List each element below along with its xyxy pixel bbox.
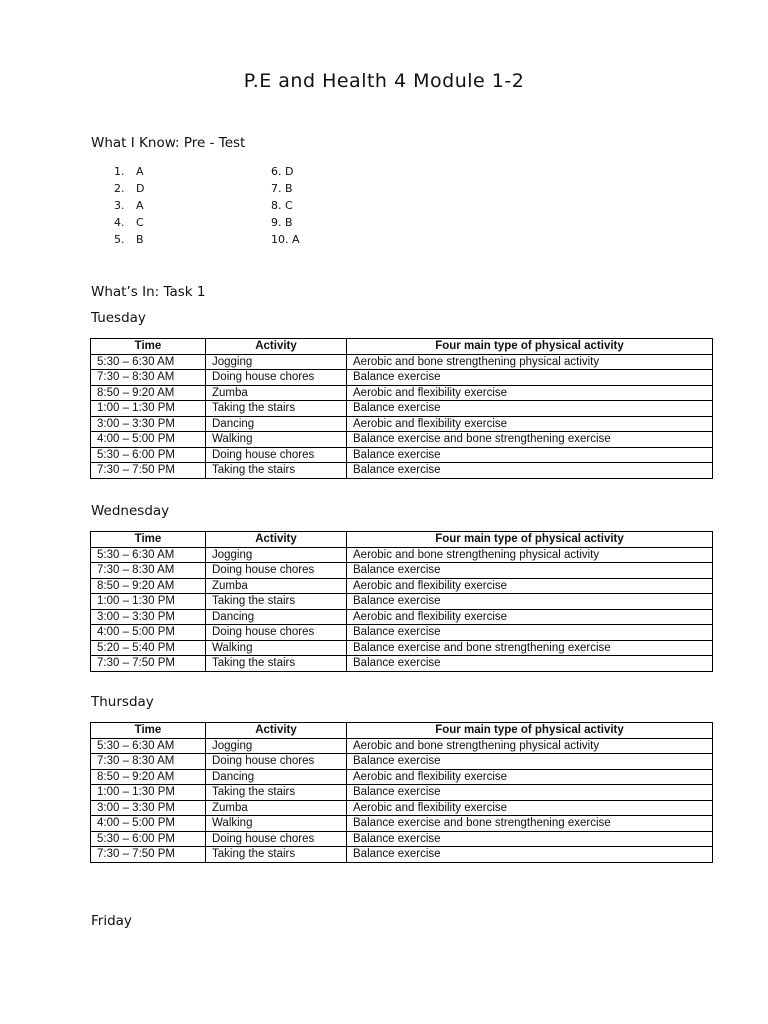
activity-cell: Dancing bbox=[206, 769, 347, 785]
activity-cell: Doing house chores bbox=[206, 370, 347, 386]
schedule-table-tuesday bbox=[90, 338, 713, 479]
table-row bbox=[91, 656, 713, 672]
day-heading-tuesday: Tuesday bbox=[91, 310, 146, 326]
activity-cell: Doing house chores bbox=[206, 754, 347, 770]
type-cell: Aerobic and flexibility exercise bbox=[347, 578, 713, 594]
activity-cell: Taking the stairs bbox=[206, 785, 347, 801]
time-cell: 7:30 – 8:30 AM bbox=[91, 563, 206, 579]
time-cell: 5:20 – 5:40 PM bbox=[91, 640, 206, 656]
table-row bbox=[91, 769, 713, 785]
answer-item: 5. B bbox=[114, 233, 144, 246]
activity-cell: Taking the stairs bbox=[206, 656, 347, 672]
table-row bbox=[91, 385, 713, 401]
time-cell: 7:30 – 7:50 PM bbox=[91, 656, 206, 672]
type-cell: Balance exercise bbox=[347, 594, 713, 610]
table-row bbox=[91, 463, 713, 479]
time-cell: 4:00 – 5:00 PM bbox=[91, 816, 206, 832]
type-cell: Balance exercise bbox=[347, 831, 713, 847]
type-cell: Aerobic and bone strengthening physical activity bbox=[347, 354, 713, 370]
table-row bbox=[91, 640, 713, 656]
table-row bbox=[91, 432, 713, 448]
table-row bbox=[91, 625, 713, 641]
table-header-row bbox=[91, 723, 713, 739]
time-cell: 1:00 – 1:30 PM bbox=[91, 785, 206, 801]
time-cell: 4:00 – 5:00 PM bbox=[91, 432, 206, 448]
time-cell: 7:30 – 8:30 AM bbox=[91, 370, 206, 386]
answer-item: 2. D bbox=[114, 182, 145, 195]
time-cell: 5:30 – 6:30 AM bbox=[91, 547, 206, 563]
type-cell: Balance exercise bbox=[347, 401, 713, 417]
answer-item: 9. B bbox=[271, 216, 293, 229]
activity-cell: Taking the stairs bbox=[206, 463, 347, 479]
time-cell: 7:30 – 8:30 AM bbox=[91, 754, 206, 770]
answer-item: 4. C bbox=[114, 216, 144, 229]
type-cell: Aerobic and flexibility exercise bbox=[347, 800, 713, 816]
activity-cell: Doing house chores bbox=[206, 625, 347, 641]
type-cell: Balance exercise and bone strengthening exercise bbox=[347, 432, 713, 448]
column-header-time: Time bbox=[91, 723, 206, 739]
table-row bbox=[91, 416, 713, 432]
answer-item: 7. B bbox=[271, 182, 293, 195]
time-cell: 8:50 – 9:20 AM bbox=[91, 769, 206, 785]
type-cell: Balance exercise bbox=[347, 656, 713, 672]
column-header-activity: Activity bbox=[206, 532, 347, 548]
time-cell: 3:00 – 3:30 PM bbox=[91, 416, 206, 432]
time-cell: 5:30 – 6:30 AM bbox=[91, 354, 206, 370]
activity-cell: Dancing bbox=[206, 609, 347, 625]
activity-cell: Taking the stairs bbox=[206, 401, 347, 417]
activity-cell: Doing house chores bbox=[206, 447, 347, 463]
task-heading: What’s In: Task 1 bbox=[91, 284, 206, 300]
time-cell: 3:00 – 3:30 PM bbox=[91, 609, 206, 625]
column-header-type: Four main type of physical activity bbox=[347, 339, 713, 355]
activity-cell: Dancing bbox=[206, 416, 347, 432]
schedule-table-thursday bbox=[90, 722, 713, 863]
table-row bbox=[91, 547, 713, 563]
day-heading-wednesday: Wednesday bbox=[91, 503, 170, 519]
page-title: P.E and Health 4 Module 1-2 bbox=[243, 70, 525, 92]
column-header-activity: Activity bbox=[206, 339, 347, 355]
activity-cell: Zumba bbox=[206, 800, 347, 816]
time-cell: 3:00 – 3:30 PM bbox=[91, 800, 206, 816]
answer-item: 8. C bbox=[271, 199, 293, 212]
table-header-row bbox=[91, 339, 713, 355]
time-cell: 1:00 – 1:30 PM bbox=[91, 594, 206, 610]
time-cell: 1:00 – 1:30 PM bbox=[91, 401, 206, 417]
table-row bbox=[91, 401, 713, 417]
type-cell: Balance exercise bbox=[347, 447, 713, 463]
time-cell: 5:30 – 6:30 AM bbox=[91, 738, 206, 754]
table-row bbox=[91, 738, 713, 754]
table-row bbox=[91, 370, 713, 386]
time-cell: 4:00 – 5:00 PM bbox=[91, 625, 206, 641]
answer-item: 1. A bbox=[114, 165, 144, 178]
type-cell: Balance exercise and bone strengthening exercise bbox=[347, 816, 713, 832]
time-cell: 7:30 – 7:50 PM bbox=[91, 847, 206, 863]
activity-cell: Walking bbox=[206, 640, 347, 656]
table-row bbox=[91, 754, 713, 770]
table-row bbox=[91, 609, 713, 625]
activity-cell: Jogging bbox=[206, 547, 347, 563]
activity-cell: Jogging bbox=[206, 738, 347, 754]
table-header-row bbox=[91, 532, 713, 548]
table-row bbox=[91, 831, 713, 847]
activity-cell: Walking bbox=[206, 432, 347, 448]
activity-cell: Zumba bbox=[206, 578, 347, 594]
time-cell: 5:30 – 6:00 PM bbox=[91, 831, 206, 847]
type-cell: Balance exercise bbox=[347, 625, 713, 641]
table-row bbox=[91, 354, 713, 370]
schedule-table-wednesday bbox=[90, 531, 713, 672]
type-cell: Balance exercise bbox=[347, 754, 713, 770]
table-row bbox=[91, 847, 713, 863]
activity-cell: Doing house chores bbox=[206, 563, 347, 579]
type-cell: Aerobic and flexibility exercise bbox=[347, 416, 713, 432]
type-cell: Aerobic and bone strengthening physical activity bbox=[347, 547, 713, 563]
type-cell: Balance exercise bbox=[347, 563, 713, 579]
table-row bbox=[91, 785, 713, 801]
type-cell: Aerobic and flexibility exercise bbox=[347, 385, 713, 401]
column-header-time: Time bbox=[91, 532, 206, 548]
activity-cell: Walking bbox=[206, 816, 347, 832]
table-row bbox=[91, 816, 713, 832]
table-row bbox=[91, 578, 713, 594]
time-cell: 7:30 – 7:50 PM bbox=[91, 463, 206, 479]
day-heading-friday: Friday bbox=[91, 913, 132, 929]
column-header-type: Four main type of physical activity bbox=[347, 723, 713, 739]
activity-cell: Taking the stairs bbox=[206, 847, 347, 863]
type-cell: Balance exercise bbox=[347, 370, 713, 386]
answer-item: 6. D bbox=[271, 165, 294, 178]
answer-item: 10. A bbox=[271, 233, 300, 246]
column-header-activity: Activity bbox=[206, 723, 347, 739]
type-cell: Balance exercise bbox=[347, 847, 713, 863]
pretest-answer-list bbox=[114, 163, 414, 253]
type-cell: Balance exercise bbox=[347, 463, 713, 479]
activity-cell: Jogging bbox=[206, 354, 347, 370]
activity-cell: Taking the stairs bbox=[206, 594, 347, 610]
table-row bbox=[91, 447, 713, 463]
type-cell: Aerobic and flexibility exercise bbox=[347, 609, 713, 625]
answer-item: 3. A bbox=[114, 199, 144, 212]
column-header-time: Time bbox=[91, 339, 206, 355]
table-row bbox=[91, 800, 713, 816]
table-row bbox=[91, 594, 713, 610]
time-cell: 8:50 – 9:20 AM bbox=[91, 385, 206, 401]
type-cell: Aerobic and flexibility exercise bbox=[347, 769, 713, 785]
time-cell: 8:50 – 9:20 AM bbox=[91, 578, 206, 594]
type-cell: Aerobic and bone strengthening physical activity bbox=[347, 738, 713, 754]
type-cell: Balance exercise and bone strengthening exercise bbox=[347, 640, 713, 656]
day-heading-thursday: Thursday bbox=[91, 694, 154, 710]
type-cell: Balance exercise bbox=[347, 785, 713, 801]
table-row bbox=[91, 563, 713, 579]
activity-cell: Doing house chores bbox=[206, 831, 347, 847]
pretest-heading: What I Know: Pre - Test bbox=[91, 135, 246, 151]
column-header-type: Four main type of physical activity bbox=[347, 532, 713, 548]
time-cell: 5:30 – 6:00 PM bbox=[91, 447, 206, 463]
activity-cell: Zumba bbox=[206, 385, 347, 401]
